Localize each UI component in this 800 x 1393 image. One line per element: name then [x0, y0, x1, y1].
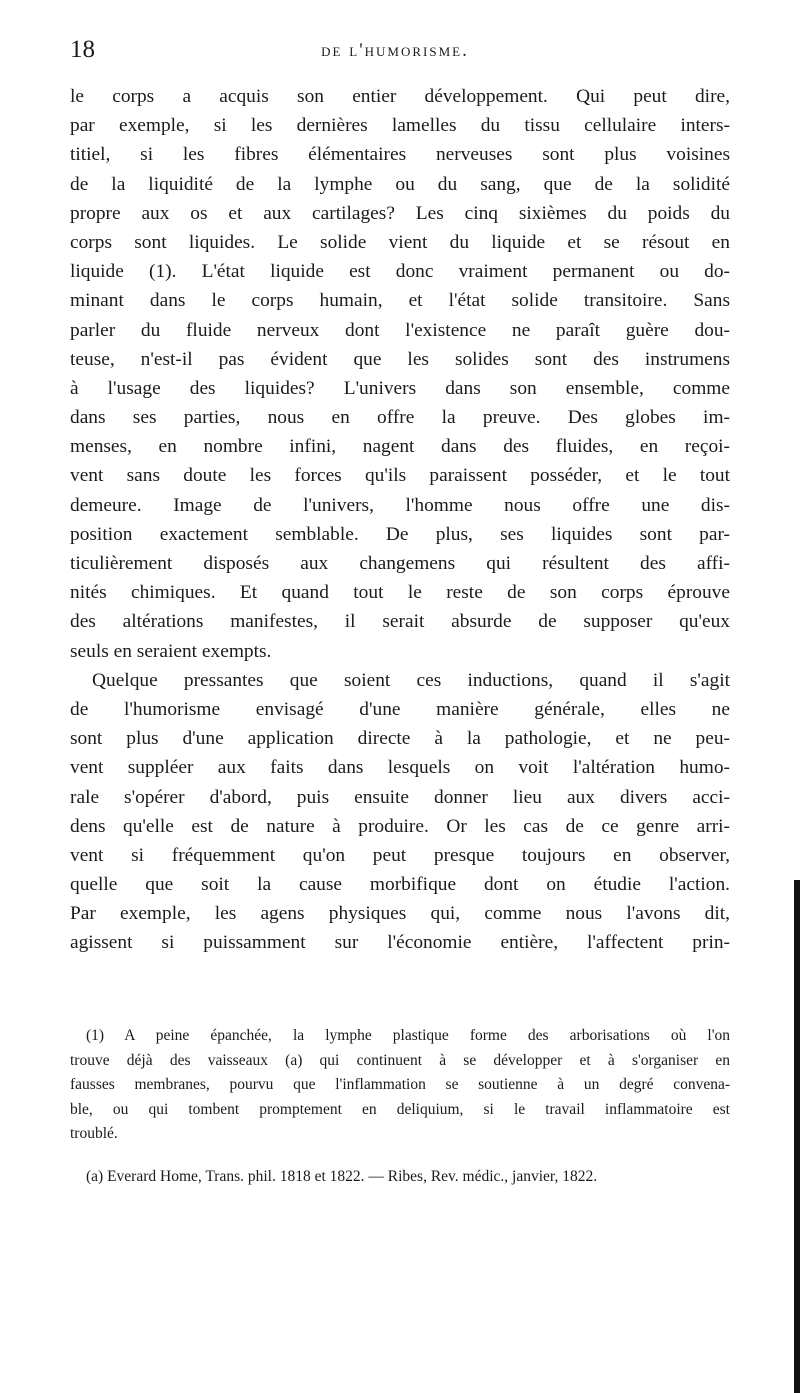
running-head: de l'humorisme.	[321, 40, 469, 61]
body-line: rale s'opérer d'abord, puis ensuite donner lieu aux divers acci-	[70, 786, 730, 808]
footnotes	[70, 1024, 730, 1189]
body-line: teuse, n'est-il pas évident que les solides sont des instrumens	[70, 348, 730, 370]
body-line: position exactement semblable. De plus, ses liquides sont par-	[70, 523, 730, 545]
body-text	[70, 82, 730, 958]
page-number: 18	[70, 36, 95, 63]
footnote-line: ble, ou qui tombent promptement en deliquium, si le travail inflammatoire est	[70, 1100, 730, 1118]
body-line: demeure. Image de l'univers, l'homme nous offre une dis-	[70, 494, 730, 516]
footnote-spacer	[70, 1147, 730, 1165]
body-line: quelle que soit la cause morbifique dont on étudie l'action.	[70, 874, 730, 896]
body-line: seuls en seraient exempts.	[70, 640, 272, 662]
body-line: vent si fréquemment qu'on peut presque toujours en observer,	[70, 844, 730, 866]
body-line: à l'usage des liquides? L'univers dans son ensemble, comme	[70, 377, 730, 399]
body-line: titiel, si les fibres élémentaires nerveuses sont plus voisines	[70, 144, 730, 166]
body-line: Par exemple, les agens physiques qui, comme nous l'avons dit,	[70, 903, 730, 925]
body-line: menses, en nombre infini, nagent dans des fluides, en reçoi-	[70, 436, 730, 458]
footnote-line: fausses membranes, pourvu que l'inflammation se soutienne à un degré convena-	[70, 1076, 730, 1093]
footnote-line: (1) A peine épanchée, la lymphe plastique forme des arborisations où l'on	[86, 1027, 730, 1044]
page-edge-shadow	[794, 880, 800, 1393]
body-line: vent suppléer aux faits dans lesquels on voit l'altération humo-	[70, 757, 730, 779]
body-line: vent sans doute les forces qu'ils paraissent posséder, et le tout	[70, 465, 730, 487]
body-line: liquide (1). L'état liquide est donc vraiment permanent ou do-	[70, 261, 730, 283]
body-line: nités chimiques. Et quand tout le reste de son corps éprouve	[70, 582, 730, 604]
body-line: propre aux os et aux cartilages? Les cinq sixièmes du poids du	[70, 202, 730, 224]
body-line: sont plus d'une application directe à la pathologie, et ne peu-	[70, 728, 730, 750]
body-line: dens qu'elle est de nature à produire. Or les cas de ce genre arri-	[70, 815, 730, 837]
reference-line: (a) Everard Home, Trans. phil. 1818 et 1822. — Ribes, Rev. médic., janvier, 1822.	[86, 1167, 598, 1185]
body-line: parler du fluide nerveux dont l'existence ne paraît guère dou-	[70, 319, 730, 341]
body-line: le corps a acquis son entier développement. Qui peut dire,	[70, 86, 730, 107]
body-line: agissent si puissamment sur l'économie entière, l'affectent prin-	[70, 932, 730, 954]
footnote-line: trouve déjà des vaisseaux (a) qui continuent à se développer et à s'organiser en	[70, 1051, 730, 1069]
body-line: par exemple, si les dernières lamelles du tissu cellulaire inters-	[70, 115, 730, 137]
body-line: corps sont liquides. Le solide vient du liquide et se résout en	[70, 231, 730, 253]
footnote-line: troublé.	[70, 1125, 118, 1142]
body-line: minant dans le corps humain, et l'état solide transitoire. Sans	[70, 290, 730, 312]
body-line: de la liquidité de la lymphe ou du sang, que de la solidité	[70, 173, 730, 195]
body-line: dans ses parties, nous en offre la preuve. Des globes im-	[70, 407, 730, 429]
body-line: de l'humorisme envisagé d'une manière générale, elles ne	[70, 698, 730, 720]
body-line: ticulièrement disposés aux changemens qui résultent des affi-	[70, 553, 730, 574]
body-line: Quelque pressantes que soient ces inductions, quand il s'agit	[92, 669, 730, 691]
body-line: des altérations manifestes, il serait absurde de supposer qu'eux	[70, 611, 730, 633]
page-header	[70, 36, 720, 70]
